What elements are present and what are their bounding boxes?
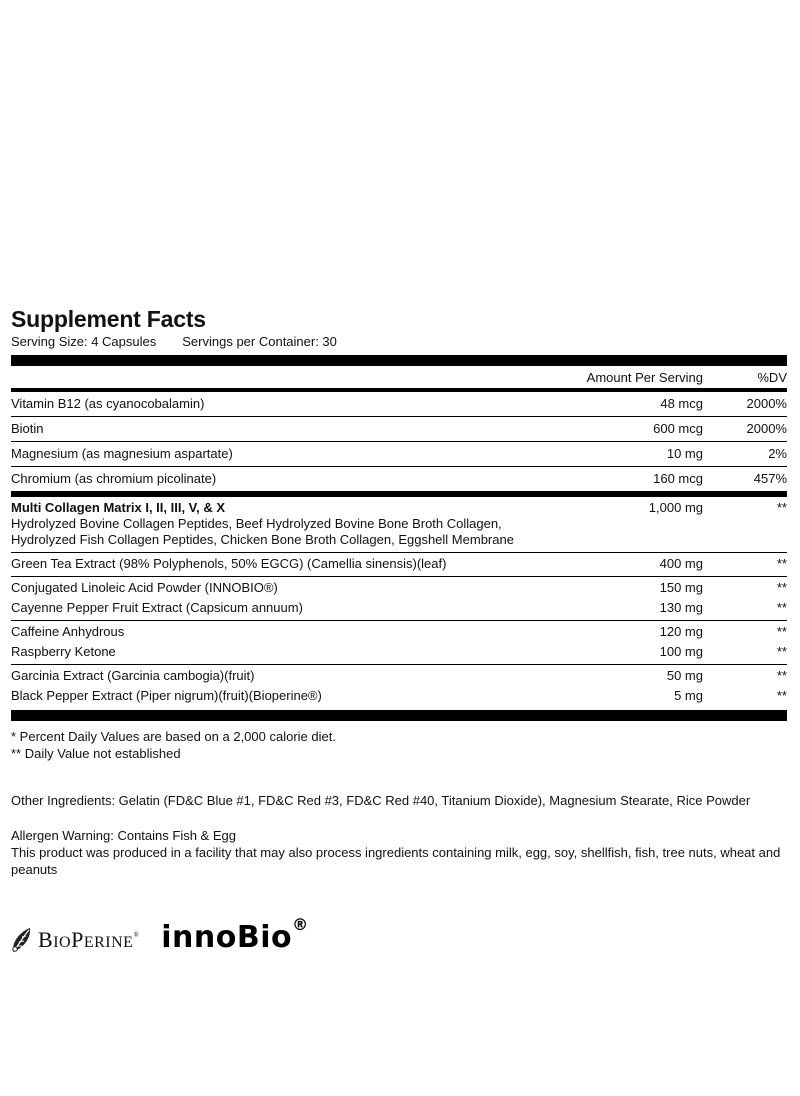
ingredient-row [11, 644, 787, 660]
ingredient-name: Garcinia Extract (Garcinia cambogia)(fruit) [11, 668, 255, 683]
ingredient-row [11, 668, 787, 684]
ingredient-group [11, 577, 787, 620]
bioperine-logo [10, 925, 139, 955]
ingredient-name: Green Tea Extract (98% Polyphenols, 50% EGCG) (Camellia sinensis)(leaf) [11, 556, 447, 571]
ingredient-name: Conjugated Linoleic Acid Powder (INNOBIO®) [11, 580, 278, 595]
serving-info [11, 334, 787, 350]
ingredient-name: Black Pepper Extract (Piper nigrum)(fruit)(Bioperine®) [11, 688, 322, 703]
ingredient-amount: 150 mg [659, 580, 703, 595]
bioperine-registered: ® [133, 931, 140, 939]
bioperine-erine: ERINE [83, 934, 134, 951]
divider-thick [11, 355, 787, 366]
nutrient-amount: 600 mcg [653, 421, 703, 436]
ingredient-row [11, 600, 787, 616]
collagen-detail-1: Hydrolyzed Bovine Collagen Peptides, Beef Hydrolyzed Bovine Bone Broth Collagen, [11, 516, 502, 531]
innobio-text: innoBio [161, 919, 293, 955]
collagen-amount: 1,000 mg [648, 500, 703, 515]
ingredient-dv: ** [776, 580, 787, 595]
ingredient-amount: 130 mg [659, 600, 703, 615]
nutrient-row [11, 442, 787, 466]
bioperine-P: P [71, 927, 84, 952]
servings-per-container: Servings per Container: 30 [182, 334, 337, 349]
pepper-leaf-icon [10, 925, 34, 955]
ingredient-group [11, 665, 787, 708]
nutrient-amount: 160 mcg [653, 471, 703, 486]
ingredient-row [11, 580, 787, 596]
column-header [11, 366, 787, 388]
ingredient-group [11, 553, 787, 576]
ingredient-dv: ** [776, 668, 787, 683]
nutrient-name: Magnesium (as magnesium aspartate) [11, 446, 233, 461]
ingredient-name: Caffeine Anhydrous [11, 624, 125, 639]
amount-header: Amount Per Serving [586, 370, 703, 385]
divider-thick [11, 710, 787, 721]
nutrient-dv: 2% [768, 446, 787, 461]
nutrient-dv: 457% [753, 471, 787, 486]
panel-title: Supplement Facts [11, 306, 206, 332]
footnote-dv: * Percent Daily Values are based on a 2,000 calorie diet. [11, 729, 336, 744]
brand-logos [10, 914, 309, 960]
nutrient-row [11, 467, 787, 491]
nutrient-amount: 10 mg [666, 446, 703, 461]
ingredient-amount: 400 mg [659, 556, 703, 571]
ingredient-dv: ** [776, 624, 787, 639]
nutrient-dv: 2000% [746, 421, 787, 436]
ingredient-row [11, 688, 787, 704]
bioperine-io: IO [53, 934, 72, 951]
ingredient-amount: 120 mg [659, 624, 703, 639]
innobio-registered: ® [292, 914, 309, 934]
collagen-matrix [11, 497, 787, 552]
ingredient-dv: ** [776, 644, 787, 659]
ingredient-amount: 100 mg [659, 644, 703, 659]
nutrient-name: Biotin [11, 421, 44, 436]
ingredient-amount: 5 mg [674, 688, 703, 703]
dv-header: %DV [757, 370, 787, 385]
nutrient-name: Chromium (as chromium picolinate) [11, 471, 217, 486]
footnotes [11, 728, 787, 762]
other-ingredients: Other Ingredients: Gelatin (FD&C Blue #1, FD&C Red #3, FD&C Red #40, Titanium Dioxide), Magnesium Stearate, Rice Powder [11, 793, 751, 808]
ingredient-name: Raspberry Ketone [11, 644, 116, 659]
allergen-section [11, 827, 787, 878]
collagen-detail-2: Hydrolyzed Fish Collagen Peptides, Chicken Bone Broth Collagen, Eggshell Membrane [11, 532, 514, 547]
ingredient-group [11, 621, 787, 664]
nutrient-row [11, 417, 787, 441]
ingredient-name: Cayenne Pepper Fruit Extract (Capsicum annuum) [11, 600, 303, 615]
collagen-name: Multi Collagen Matrix I, II, III, V, & X [11, 500, 226, 515]
serving-size: Serving Size: 4 Capsules [11, 334, 157, 349]
bioperine-B: B [38, 927, 54, 952]
supplement-facts-panel [11, 306, 787, 878]
nutrient-row [11, 392, 787, 416]
nutrient-dv: 2000% [746, 396, 787, 411]
ingredient-row [11, 556, 787, 572]
allergen-warning: Allergen Warning: Contains Fish & Egg [11, 828, 236, 843]
facility-note: This product was produced in a facility that may also process ingredients containing milk, egg, soy, shellfish, fish, tree nuts, wheat and peanuts [11, 845, 781, 877]
ingredient-dv: ** [776, 600, 787, 615]
ingredient-amount: 50 mg [666, 668, 703, 683]
nutrient-amount: 48 mcg [660, 396, 703, 411]
ingredient-dv: ** [776, 688, 787, 703]
collagen-dv: ** [776, 500, 787, 515]
innobio-logo [161, 914, 309, 955]
footnote-not-established: ** Daily Value not established [11, 746, 181, 761]
ingredient-row [11, 624, 787, 640]
ingredient-dv: ** [776, 556, 787, 571]
nutrient-name: Vitamin B12 (as cyanocobalamin) [11, 396, 205, 411]
